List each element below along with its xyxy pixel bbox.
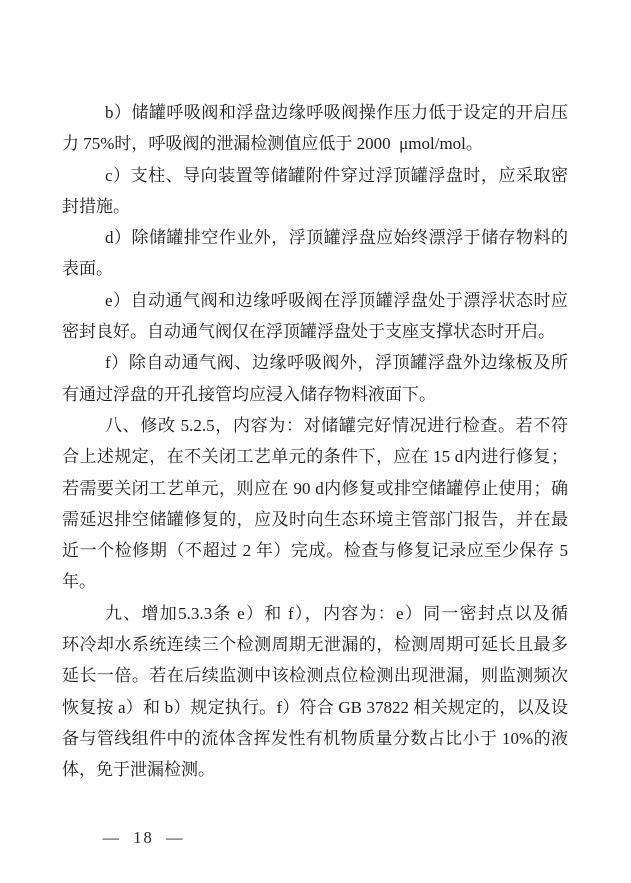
text-line: f）除自动通气阀、边缘呼吸阀外，浮顶罐浮盘外边缘板及所 bbox=[105, 353, 568, 373]
paragraph bbox=[62, 97, 568, 160]
text-line: 表面。 bbox=[62, 259, 113, 279]
text-line: 延长一倍。若在后续监测中该检测点位检测出现泄漏，则监测频次 bbox=[62, 666, 568, 686]
document-body bbox=[62, 97, 568, 786]
text-line: 环冷却水系统连续三个检测周期无泄漏的，检测周期可延长且最多 bbox=[62, 635, 568, 655]
text-line: 封措施。 bbox=[62, 196, 130, 216]
paragraph bbox=[62, 598, 568, 786]
text-line: 需延迟排空储罐修复的，应及时向生态环境主管部门报告，并在最 bbox=[62, 509, 568, 529]
text-line: 备与管线组件中的流体含挥发性有机物质量分数占比小于 10%的液 bbox=[62, 728, 568, 748]
text-line: 近一个检修期（不超过 2 年）完成。检查与修复记录应至少保存 5 bbox=[62, 541, 568, 561]
text-line: 密封良好。自动通气阀仅在浮顶罐浮盘处于支座支撑状态时开启。 bbox=[62, 322, 555, 342]
paragraph bbox=[62, 160, 568, 223]
paragraph bbox=[62, 347, 568, 410]
text-line: 九、增加5.3.3条 e）和 f），内容为：e）同一密封点以及循 bbox=[105, 603, 568, 623]
paragraph bbox=[62, 410, 568, 598]
text-line: d）除储罐排空作业外，浮顶罐浮盘应始终漂浮于储存物料的 bbox=[105, 228, 568, 248]
text-line: 恢复按 a）和 b）规定执行。f）符合 GB 37822 相关规定的，以及设 bbox=[62, 697, 568, 717]
paragraph bbox=[62, 285, 568, 348]
paragraph bbox=[62, 222, 568, 285]
text-line: e）自动通气阀和边缘呼吸阀在浮顶罐浮盘处于漂浮状态时应 bbox=[105, 290, 568, 310]
text-line: 力 75%时，呼吸阀的泄漏检测值应低于 2000 μmol/mol。 bbox=[62, 134, 483, 154]
text-line: 体，免于泄漏检测。 bbox=[62, 760, 215, 780]
text-line: 若需要关闭工艺单元，则应在 90 d内修复或排空储罐停止使用；确 bbox=[62, 478, 568, 498]
text-line: 八、修改 5.2.5，内容为：对储罐完好情况进行检查。若不符 bbox=[105, 415, 568, 435]
text-line: c）支柱、导向装置等储罐附件穿过浮顶罐浮盘时，应采取密 bbox=[105, 165, 568, 185]
text-line: b）储罐呼吸阀和浮盘边缘呼吸阀操作压力低于设定的开启压 bbox=[105, 103, 568, 122]
text-line: 有通过浮盘的开孔接管均应浸入储存物料液面下。 bbox=[62, 384, 436, 404]
text-line: 合上述规定，在不关闭工艺单元的条件下，应在 15 d内进行修复； bbox=[62, 447, 568, 467]
page-number: — 18 — bbox=[102, 828, 185, 847]
page-footer bbox=[78, 791, 185, 883]
text-line: 年。 bbox=[62, 572, 96, 592]
